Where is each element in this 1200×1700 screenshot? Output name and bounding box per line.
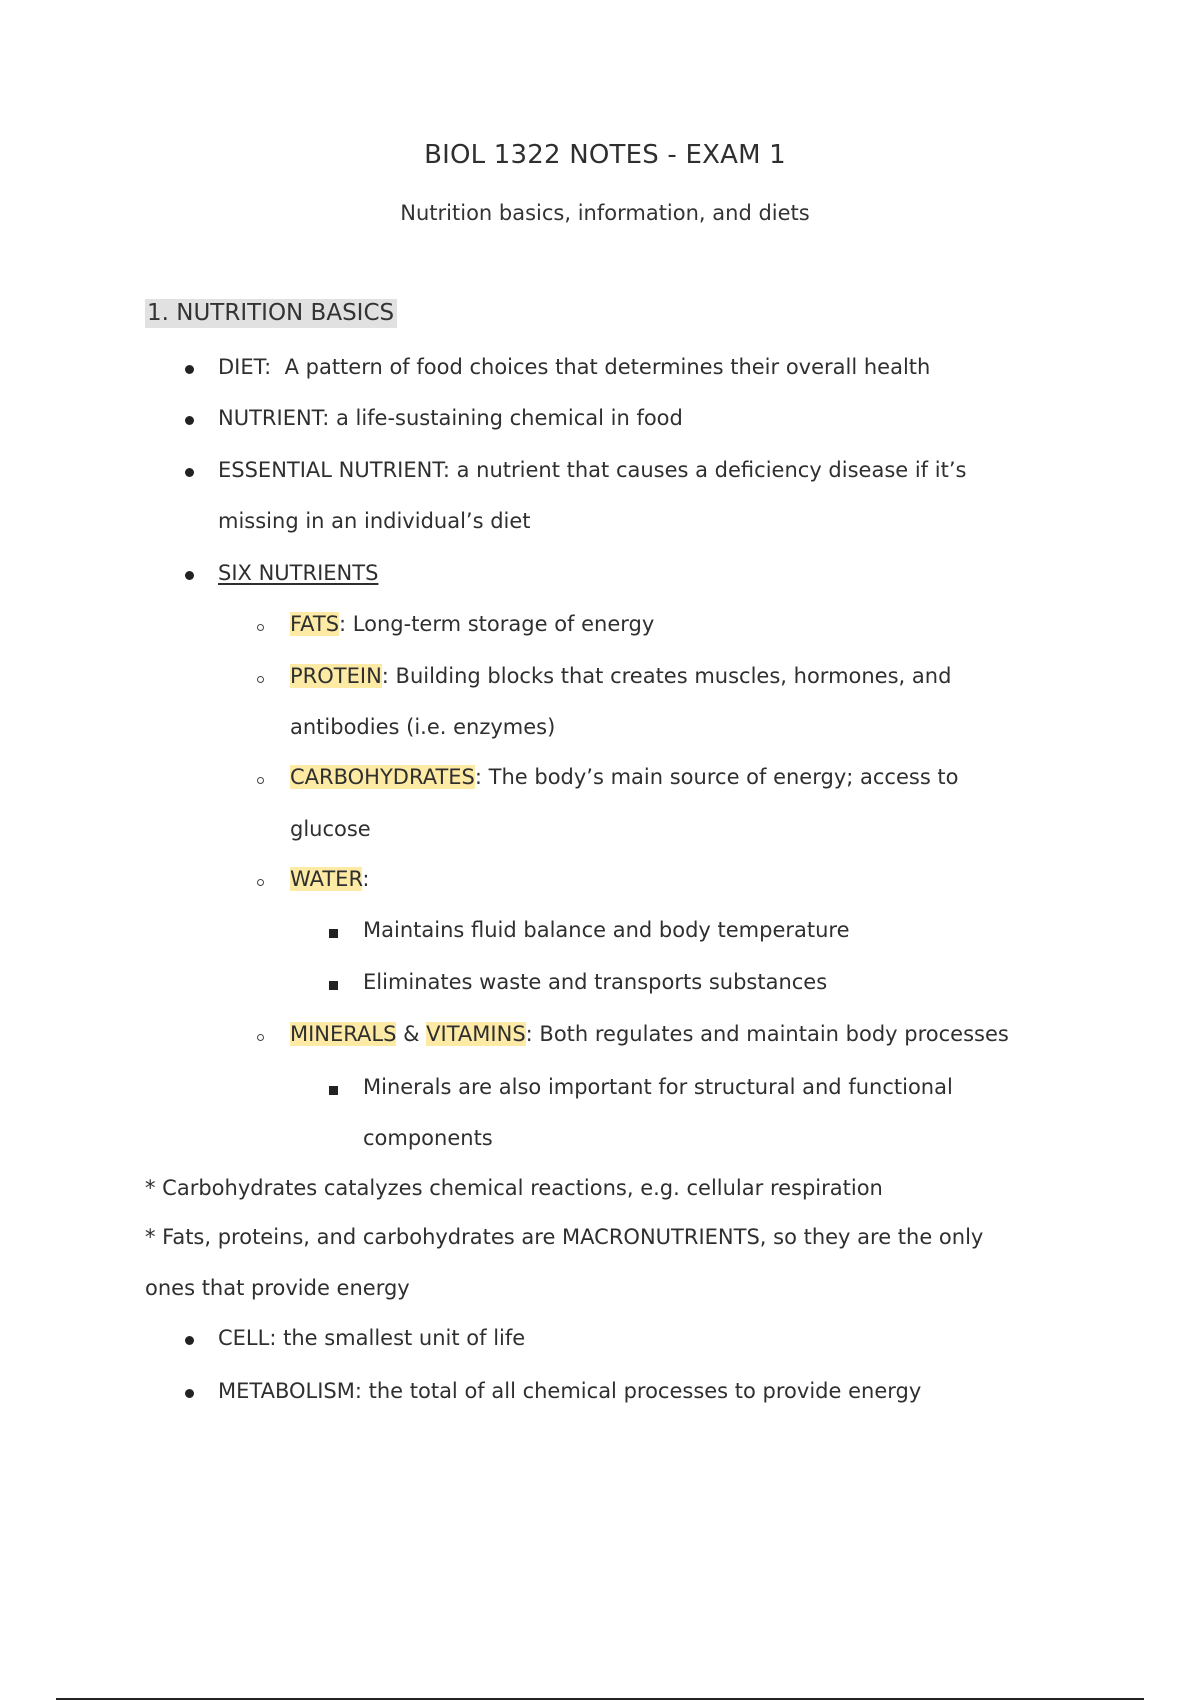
nutrient-minerals-vitamins [290, 1022, 1009, 1046]
nutrient-protein [290, 664, 951, 688]
definition-minerals-vitamins: : Both regulates and maintain body processes [525, 1022, 1009, 1046]
list-item-diet [218, 355, 930, 379]
term-nutrient: NUTRIENT: [218, 406, 330, 430]
sub-bullet-icon [257, 879, 264, 886]
definition-cell: the smallest unit of life [276, 1326, 526, 1350]
nutrient-protein-cont: antibodies (i.e. enzymes) [290, 715, 556, 739]
term-water: WATER [290, 867, 363, 891]
term-diet: DIET: [218, 355, 272, 379]
bullet-icon [185, 468, 194, 477]
term-fats: FATS [290, 612, 340, 636]
bullet-icon [185, 416, 194, 425]
minerals-point-1: Minerals are also important for structural and functional [363, 1075, 953, 1099]
section-heading: 1. NUTRITION BASICS [145, 299, 397, 328]
minerals-point-1-cont: components [363, 1126, 493, 1150]
six-nutrients-heading: SIX NUTRIENTS [218, 561, 379, 585]
sub-sub-bullet-icon [329, 1086, 338, 1095]
definition-essential-nutrient: a nutrient that causes a deficiency disease if it’s [449, 458, 967, 482]
list-item-essential-nutrient-cont: missing in an individual’s diet [218, 509, 531, 533]
page-title: BIOL 1322 NOTES - EXAM 1 [424, 140, 786, 170]
note-macronutrients: * Fats, proteins, and carbohydrates are MACRONUTRIENTS, so they are the only [145, 1225, 984, 1249]
nutrient-water [290, 867, 369, 891]
list-item-metabolism [218, 1379, 921, 1403]
note-macronutrients-cont: ones that provide energy [145, 1276, 410, 1300]
term-cell: CELL: [218, 1326, 277, 1350]
definition-metabolism: the total of all chemical processes to provide energy [361, 1379, 922, 1403]
term-protein: PROTEIN [290, 664, 382, 688]
term-essential-nutrient: ESSENTIAL NUTRIENT: [218, 458, 450, 482]
definition-protein: : Building blocks that creates muscles, hormones, and [381, 664, 952, 688]
list-item-essential-nutrient [218, 458, 966, 482]
list-item-nutrient [218, 406, 683, 430]
sub-sub-bullet-icon [329, 981, 338, 990]
definition-carbohydrates: : The body’s main source of energy; access to [474, 765, 959, 789]
bullet-icon [185, 365, 194, 374]
ampersand: & [396, 1022, 427, 1046]
nutrient-carbohydrates [290, 765, 959, 789]
bullet-icon [185, 1389, 194, 1398]
note-carbohydrates: * Carbohydrates catalyzes chemical reactions, e.g. cellular respiration [145, 1176, 883, 1200]
definition-water: : [362, 867, 370, 891]
bullet-icon [185, 1336, 194, 1345]
page-subtitle: Nutrition basics, information, and diets [400, 201, 810, 225]
water-point-2: Eliminates waste and transports substances [363, 970, 828, 994]
nutrient-fats [290, 612, 654, 636]
bullet-icon [185, 571, 194, 580]
definition-nutrient: a life-sustaining chemical in food [329, 406, 683, 430]
sub-bullet-icon [257, 777, 264, 784]
term-minerals: MINERALS [290, 1022, 397, 1046]
term-metabolism: METABOLISM: [218, 1379, 362, 1403]
sub-bullet-icon [257, 624, 264, 631]
sub-sub-bullet-icon [329, 929, 338, 938]
term-carbohydrates: CARBOHYDRATES [290, 765, 475, 789]
water-point-1: Maintains fluid balance and body temperature [363, 918, 850, 942]
term-vitamins: VITAMINS [426, 1022, 526, 1046]
definition-fats: : Long-term storage of energy [339, 612, 655, 636]
definition-diet: A pattern of food choices that determines their overall health [271, 355, 931, 379]
nutrient-carbohydrates-cont: glucose [290, 817, 371, 841]
sub-bullet-icon [257, 1034, 264, 1041]
sub-bullet-icon [257, 676, 264, 683]
list-item-cell [218, 1326, 525, 1350]
